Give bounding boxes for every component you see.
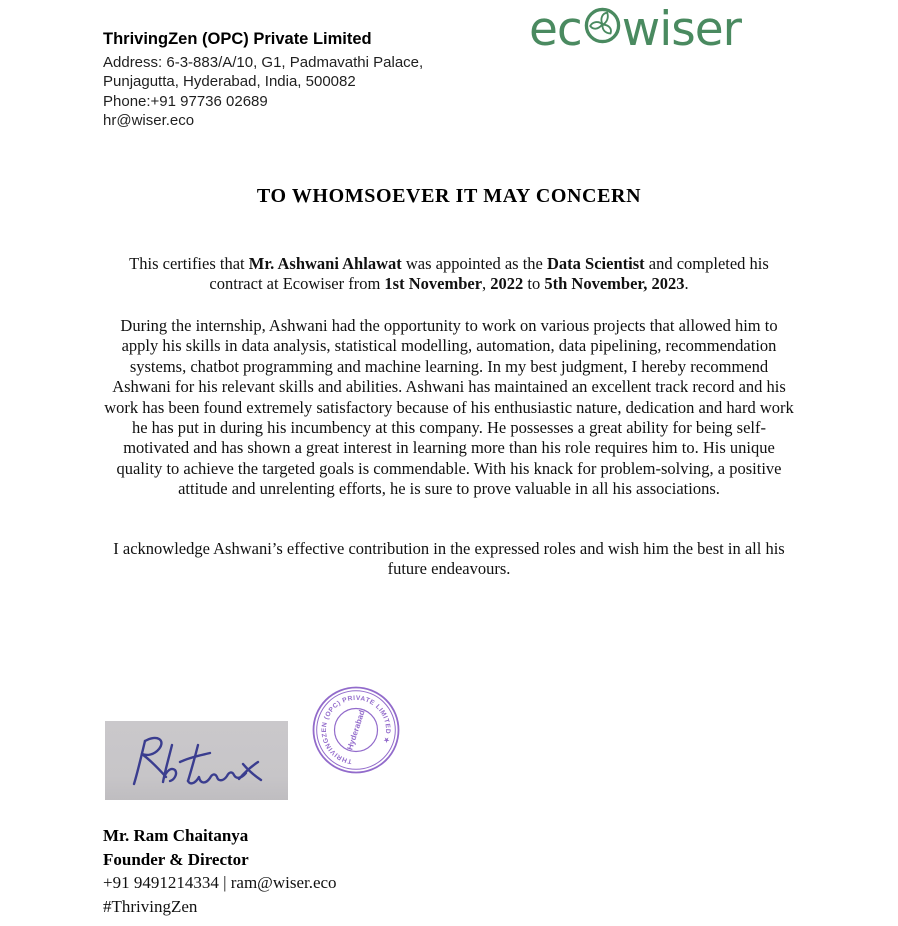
p1-seg-0: This certifies that — [129, 254, 249, 273]
signatory-contact: +91 9491214334 | ram@wiser.eco — [103, 873, 337, 893]
leaf-circle-icon — [584, 7, 621, 44]
signature-image — [105, 721, 288, 800]
stamp-ring-text: THRIVINGZEN (OPC) PRIVATE LIMITED ★ — [320, 694, 392, 765]
company-header — [103, 30, 523, 131]
closing-paragraph: I acknowledge Ashwani’s effective contribution in the expressed roles and wish him the best in all his future endeavours. — [113, 539, 785, 579]
company-name: ThrivingZen (OPC) Private Limited — [103, 30, 372, 48]
letter-title: TO WHOMSOEVER IT MAY CONCERN — [256, 185, 642, 207]
signatory-block — [103, 824, 337, 918]
signatory-role: Founder & Director — [103, 849, 249, 869]
ecowiser-logo — [529, 2, 741, 57]
signatory-name: Mr. Ram Chaitanya — [103, 826, 249, 845]
p1-seg-4: and completed his contract at Ecowiser from — [209, 254, 769, 294]
end-date: 5th November, 2023 — [544, 274, 685, 294]
stamp-center-text: Hyderabad — [345, 708, 367, 752]
certification-paragraph — [102, 254, 796, 295]
company-stamp — [311, 685, 401, 775]
p1-seg-8: to — [523, 274, 545, 294]
signatory-hashtag: #ThrivingZen — [103, 896, 198, 916]
job-title: Data Scientist — [547, 254, 645, 273]
company-phone: Phone:+91 97736 02689 — [103, 92, 268, 110]
logo-text-left: ec — [529, 2, 582, 57]
company-email: hr@wiser.eco — [103, 112, 195, 130]
p1-seg-10: . — [684, 274, 689, 294]
employee-name: Mr. Ashwani Ahlawat — [248, 254, 402, 273]
logo-text-right: wiser — [621, 2, 741, 57]
p1-seg-6: , — [482, 274, 491, 294]
recommendation-paragraph: During the internship, Ashwani had the opportunity to work on various projects that allowed him to apply his skills in data analysis, statistical modelling, automation, data pipelining, recommendation systems, chatbot programming and machine learning. In my best judgment, I hereby recommend Ashwani for his relevant skills and abilities. Ashwani has maintained an excellent track record and his work has been found extremely satisfactory because of his enthusiastic nature, dedication and hard work he has put in during his incumbency at this company. He possesses a great ability for being self-motivated and has shown a great interest in learning more than his role requires him to. His unique quality to achieve the targeted goals is commendable. With his knack for problem-solving, a positive attitude and unrelenting efforts, he is sure to prove valuable in all his associations. — [104, 316, 794, 499]
p1-seg-2: was appointed as the — [401, 254, 547, 273]
company-address-line2: Punjagutta, Hyderabad, India, 500082 — [103, 73, 356, 91]
start-year: 2022 — [490, 274, 524, 294]
start-date: 1st November — [384, 274, 483, 294]
company-address-line1: Address: 6-3-883/A/10, G1, Padmavathi Palace, — [103, 53, 424, 71]
